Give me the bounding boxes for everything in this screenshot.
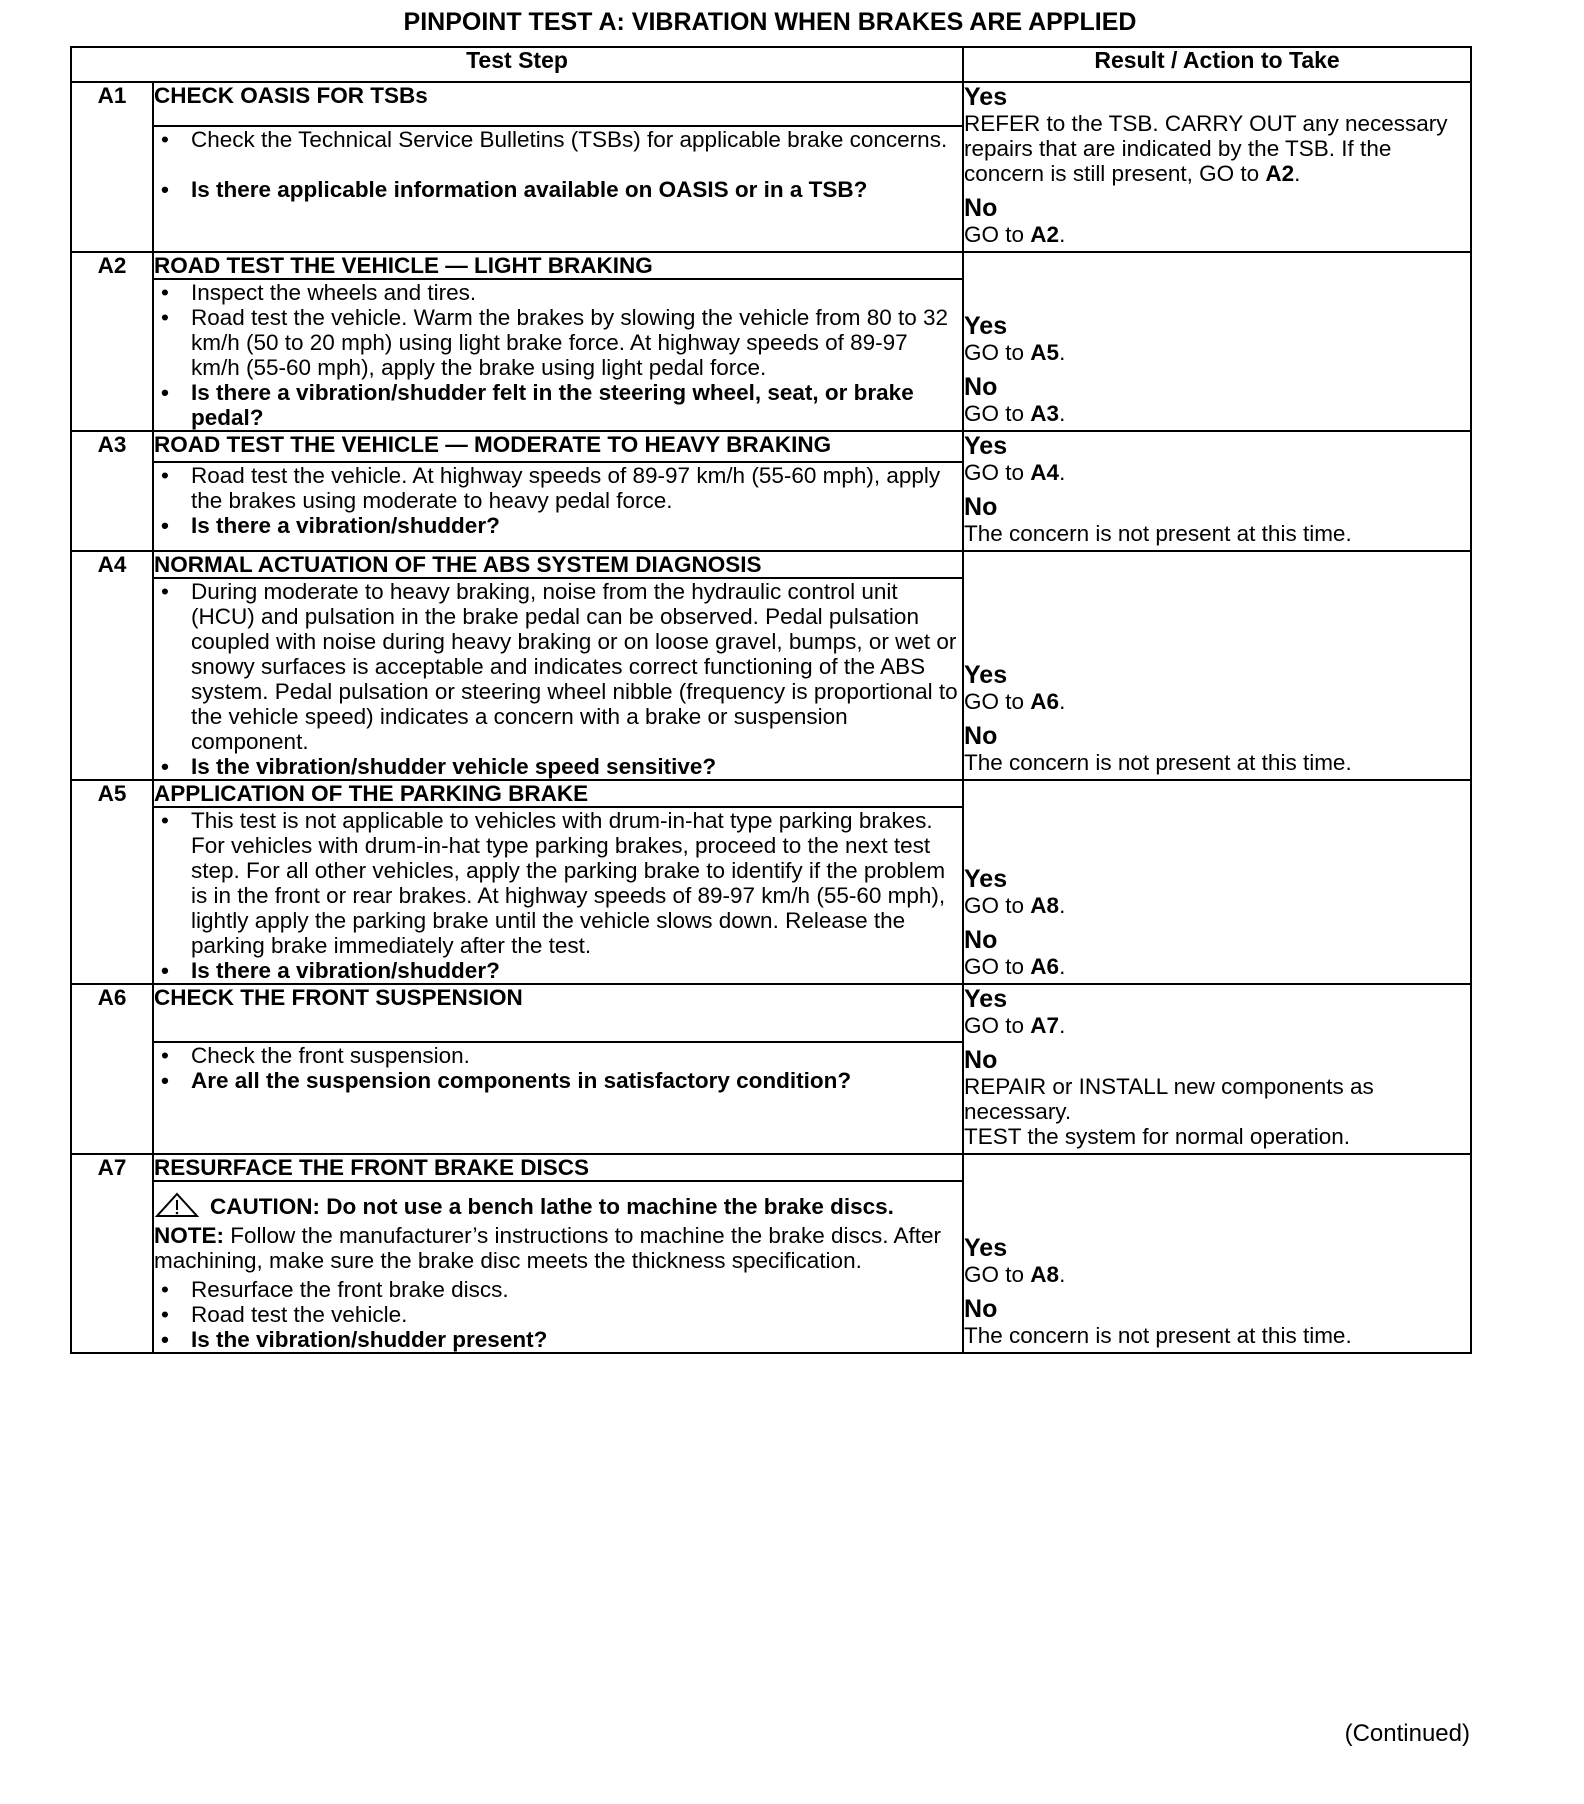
table-header-row: [71, 47, 1471, 82]
step-body: [153, 462, 963, 551]
header-result-action: Result / Action to Take: [963, 47, 1471, 82]
step-title-row: [71, 252, 1471, 279]
continued-label: (Continued): [1344, 1720, 1470, 1747]
step-result: [963, 1154, 1471, 1353]
result-yes: [964, 1234, 1470, 1287]
step-result: [963, 82, 1471, 252]
step-result: [963, 984, 1471, 1154]
result-yes: [964, 865, 1470, 918]
instruction-item: • Check the front suspension.: [154, 1043, 962, 1068]
no-label: No: [964, 1046, 998, 1074]
yes-action: GO to A4.: [964, 460, 1066, 485]
yes-goto-step: A8: [1030, 1262, 1060, 1287]
step-title: CHECK THE FRONT SUSPENSION: [153, 984, 963, 1042]
step-result: [963, 551, 1471, 780]
warning-triangle-icon: [154, 1192, 200, 1218]
step-title: RESURFACE THE FRONT BRAKE DISCS: [153, 1154, 963, 1181]
header-test-step: Test Step: [71, 47, 963, 82]
step-instructions: [154, 808, 962, 983]
yes-label: Yes: [964, 1234, 1008, 1262]
step-id: A2: [71, 252, 153, 431]
result-yes: [964, 985, 1470, 1038]
no-goto-step: A3: [1030, 401, 1060, 426]
yes-label: Yes: [964, 661, 1008, 689]
step-instructions: [154, 127, 962, 202]
step-body: [153, 279, 963, 431]
no-action: REPAIR or INSTALL new components as necessary.: [964, 1074, 1374, 1124]
yes-action: GO to A5.: [964, 340, 1066, 365]
result-no: [964, 722, 1470, 775]
pinpoint-test-table: [70, 46, 1472, 1354]
step-title-row: [71, 1154, 1471, 1181]
no-label: No: [964, 926, 998, 954]
step-body: [153, 1042, 963, 1154]
step-instructions: [154, 463, 962, 538]
no-goto-step: A6: [1030, 954, 1060, 979]
yes-goto-step: A2: [1265, 161, 1295, 186]
no-action: GO to A3.: [964, 401, 1066, 426]
result-no: [964, 1295, 1470, 1348]
result-yes: [964, 312, 1470, 365]
result-no: [964, 926, 1470, 979]
no-action: The concern is not present at this time.: [964, 521, 1352, 546]
instruction-item: • Is there a vibration/shudder?: [154, 958, 962, 983]
step-body: [153, 578, 963, 780]
instruction-item: • During moderate to heavy braking, noise from the hydraulic control unit (HCU) and pulsation in the brake pedal can be observed. Pedal pulsation coupled with noise during heavy braking or on loose gravel, bumps, or wet or snowy surfaces is acceptable and indicates correct functioning of the ABS system. Pedal pulsation or steering wheel nibble (frequency is proportional to the vehicle speed) indicates a concern with a brake or suspension component.: [154, 579, 962, 754]
no-action: GO to A2.: [964, 222, 1066, 247]
step-result: [963, 431, 1471, 551]
step-body: [153, 1181, 963, 1353]
step-instructions: [154, 280, 962, 430]
instruction-item: • Is the vibration/shudder vehicle speed sensitive?: [154, 754, 962, 779]
instruction-item: • Road test the vehicle.: [154, 1302, 962, 1327]
instruction-item: • Is there a vibration/shudder felt in the steering wheel, seat, or brake pedal?: [154, 380, 962, 430]
yes-label: Yes: [964, 865, 1008, 893]
result-no: [964, 1046, 1470, 1149]
step-id: A4: [71, 551, 153, 780]
no-action: GO to A6.: [964, 954, 1066, 979]
instruction-item: • Road test the vehicle. At highway speeds of 89-97 km/h (55-60 mph), apply the brakes using moderate to heavy pedal force.: [154, 463, 962, 513]
result-yes: [964, 432, 1470, 485]
step-id: A1: [71, 82, 153, 252]
caution-text: CAUTION: Do not use a bench lathe to machine the brake discs.: [154, 1192, 962, 1219]
result-no: [964, 194, 1470, 247]
result-no: [964, 373, 1470, 426]
page-title: PINPOINT TEST A: VIBRATION WHEN BRAKES ARE APPLIED: [403, 8, 1137, 36]
step-result: [963, 780, 1471, 984]
result-yes: [964, 661, 1470, 714]
yes-label: Yes: [964, 985, 1008, 1013]
step-id: A3: [71, 431, 153, 551]
result-no: [964, 493, 1470, 546]
yes-goto-step: A4: [1030, 460, 1060, 485]
step-title: CHECK OASIS FOR TSBs: [153, 82, 963, 126]
step-title: ROAD TEST THE VEHICLE — LIGHT BRAKING: [153, 252, 963, 279]
step-title-row: [71, 82, 1471, 126]
step-id: A7: [71, 1154, 153, 1353]
yes-label: Yes: [964, 432, 1008, 460]
instruction-item: • Check the Technical Service Bulletins (TSBs) for applicable brake concerns.: [154, 127, 962, 152]
step-title-row: [71, 984, 1471, 1042]
yes-goto-step: A7: [1030, 1013, 1060, 1038]
no-label: No: [964, 493, 998, 521]
instruction-item: • Resurface the front brake discs.: [154, 1277, 962, 1302]
step-instructions: [154, 579, 962, 779]
step-id: A5: [71, 780, 153, 984]
step-instructions: [154, 1277, 962, 1352]
instruction-item: • Is the vibration/shudder present?: [154, 1327, 962, 1352]
yes-label: Yes: [964, 312, 1008, 340]
yes-goto-step: A6: [1030, 689, 1060, 714]
no-label: No: [964, 194, 998, 222]
instruction-item: • Road test the vehicle. Warm the brakes by slowing the vehicle from 80 to 32 km/h (50 to 20 mph) using light brake force. At highway speeds of 89-97 km/h (55-60 mph), apply the brake using light pedal force.: [154, 305, 962, 380]
instruction-item: • Is there applicable information available on OASIS or in a TSB?: [154, 177, 962, 202]
no-action: The concern is not present at this time.: [964, 1323, 1352, 1348]
yes-label: Yes: [964, 83, 1008, 111]
no-label: No: [964, 722, 998, 750]
instruction-item: • Inspect the wheels and tires.: [154, 280, 962, 305]
note-text: NOTE: Follow the manufacturer’s instructions to machine the brake discs. After machining, make sure the brake disc meets the thickness specification.: [154, 1223, 942, 1273]
step-body: [153, 126, 963, 252]
result-yes: [964, 83, 1470, 186]
step-title-row: [71, 780, 1471, 807]
yes-goto-step: A8: [1030, 893, 1060, 918]
yes-action: REFER to the TSB. CARRY OUT any necessary repairs that are indicated by the TSB. If the concern is still present, GO to A2.: [964, 111, 1448, 186]
step-title-row: [71, 551, 1471, 578]
step-body: [153, 807, 963, 984]
instruction-item: • Are all the suspension components in satisfactory condition?: [154, 1068, 962, 1093]
yes-action: GO to A8.: [964, 1262, 1066, 1287]
step-instructions: [154, 1043, 962, 1093]
step-title-row: [71, 431, 1471, 462]
instruction-item: • This test is not applicable to vehicles with drum-in-hat type parking brakes. For vehicles with drum-in-hat type parking brakes, proceed to the next test step. For all other vehicles, apply the parking brake to identify if the problem is in the front or rear brakes. At highway speeds of 89-97 km/h (55-60 mph), lightly apply the parking brake until the vehicle slows down. Release the parking brake immediately after the test.: [154, 808, 962, 958]
step-title: APPLICATION OF THE PARKING BRAKE: [153, 780, 963, 807]
yes-action: GO to A6.: [964, 689, 1066, 714]
yes-goto-step: A5: [1030, 340, 1060, 365]
no-action: The concern is not present at this time.: [964, 750, 1352, 775]
yes-action: GO to A7.: [964, 1013, 1066, 1038]
instruction-item: • Is there a vibration/shudder?: [154, 513, 962, 538]
no-goto-step: A2: [1030, 222, 1060, 247]
step-id: A6: [71, 984, 153, 1154]
no-label: No: [964, 1295, 998, 1323]
no-action-2: TEST the system for normal operation.: [964, 1124, 1351, 1149]
step-title: ROAD TEST THE VEHICLE — MODERATE TO HEAVY BRAKING: [153, 431, 963, 462]
no-label: No: [964, 373, 998, 401]
yes-action: GO to A8.: [964, 893, 1066, 918]
step-title: NORMAL ACTUATION OF THE ABS SYSTEM DIAGNOSIS: [153, 551, 963, 578]
step-result: [963, 252, 1471, 431]
